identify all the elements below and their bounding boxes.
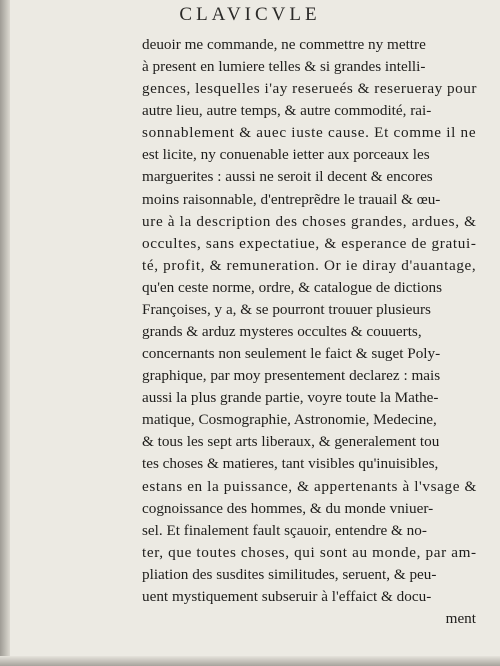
text-line: marguerites : aussi ne seroit il decent & encores bbox=[142, 168, 433, 186]
text-line: est licite, ny conuenable ietter aux porceaux les bbox=[142, 146, 430, 164]
text-line: cognoissance des hommes, & du monde vniuer- bbox=[142, 499, 434, 517]
catchword: ment bbox=[445, 610, 476, 628]
text-line: ter, que toutes choses, qui sont au monde, par am- bbox=[142, 543, 477, 561]
text-line: ure à la description des choses grandes, ardues, & bbox=[142, 212, 477, 230]
text-line: té, profit, & remuneration. Or ie diray d'auantage, bbox=[142, 256, 477, 274]
text-line: sel. Et finalement fault sçauoir, entendre & no- bbox=[142, 521, 427, 539]
running-title: CLAVICVLE bbox=[179, 4, 321, 25]
text-line: tes choses & matieres, tant visibles qu'inuisibles, bbox=[142, 455, 439, 473]
text-line: graphique, par moy presentement declarez : mais bbox=[142, 367, 441, 385]
text-line: estans en la puissance, & appertenants à l'vsage & bbox=[142, 477, 477, 495]
text-line: autre lieu, autre temps, & autre commodité, rai- bbox=[142, 102, 432, 120]
text-line: qu'en ceste norme, ordre, & catalogue de dictions bbox=[142, 278, 443, 296]
text-line: & tous les sept arts liberaux, & generalement tou bbox=[142, 433, 440, 451]
text-line: concernants non seulement le faict & suget Poly- bbox=[142, 345, 441, 363]
text-line: occultes, sans expectatiue, & esperance de gratui- bbox=[142, 234, 477, 252]
text-line: gences, lesquelles i'ay reserueés & reserueray pour bbox=[142, 80, 477, 98]
text-line: matique, Cosmographie, Astronomie, Medecine, bbox=[142, 411, 437, 429]
body-text bbox=[142, 34, 476, 630]
text-line: sonnablement & auec iuste cause. Et comme il ne bbox=[142, 124, 477, 142]
text-line: moins raisonnable, d'entreprẽdre le trauail & œu- bbox=[142, 190, 441, 208]
page-bottom-edge bbox=[0, 656, 500, 666]
page-gutter-shadow bbox=[0, 0, 10, 666]
text-line: grands & arduz mysteres occultes & couuerts, bbox=[142, 323, 422, 341]
text-line: aussi la plus grande partie, voyre toute la Mathe- bbox=[142, 389, 439, 407]
text-line: deuoir me commande, ne commettre ny mettre bbox=[142, 36, 426, 53]
text-line: uent mystiquement subseruir à l'effaict & docu- bbox=[142, 587, 432, 605]
text-line: à present en lumiere telles & si grandes intelli- bbox=[142, 58, 426, 76]
text-line: pliation des susdites similitudes, seruent, & peu- bbox=[142, 565, 437, 583]
text-line: Françoises, y a, & se pourront trouuer plusieurs bbox=[142, 300, 431, 318]
